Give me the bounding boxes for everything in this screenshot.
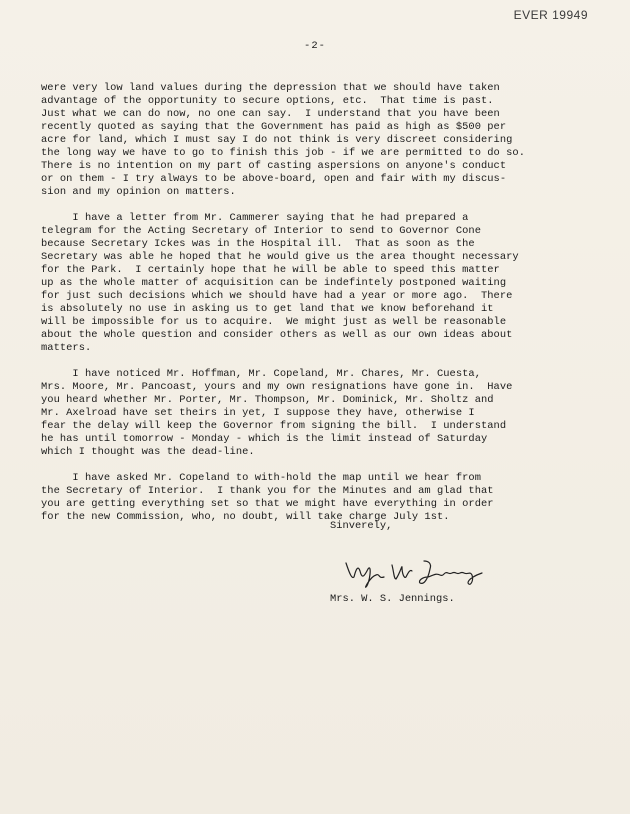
text-line: Secretary was able he hoped that he would give us the area thought necessary xyxy=(41,251,519,263)
text-line: were very low land values during the depression that we should have taken xyxy=(41,82,500,94)
text-line: Just what we can do now, no one can say. I understand that you have been xyxy=(41,108,500,120)
text-line: for the new Commission, who, no doubt, will take charge July 1st. xyxy=(41,511,450,523)
text-line: telegram for the Acting Secretary of Interior to send to Governor Cone xyxy=(41,225,481,237)
text-line: you heard whether Mr. Porter, Mr. Thompson, Mr. Dominick, Mr. Sholtz and xyxy=(41,394,494,406)
text-line: fear the delay will keep the Governor from signing the bill. I understand xyxy=(41,420,507,432)
text-line: he has until tomorrow - Monday - which is the limit instead of Saturday xyxy=(41,433,488,445)
text-line: for the Park. I certainly hope that he will be able to speed this matter xyxy=(41,264,500,276)
text-line: acre for land, which I must say I do not think is very discreet considering xyxy=(41,134,513,146)
page-number: -2- xyxy=(304,40,326,52)
text-line: up as the whole matter of acquisition can be indefintely postponed waiting xyxy=(41,277,507,289)
paragraph-1 xyxy=(41,82,621,199)
file-number-stamp: EVER 19949 xyxy=(513,8,588,22)
text-line: matters. xyxy=(41,342,92,354)
text-line: I have noticed Mr. Hoffman, Mr. Copeland, Mr. Chares, Mr. Cuesta, xyxy=(41,368,481,380)
text-line: or on them - I try always to be above-board, open and fair with my discus- xyxy=(41,173,507,185)
text-line: because Secretary Ickes was in the Hospital ill. That as soon as the xyxy=(41,238,475,250)
signer-name: Mrs. W. S. Jennings. xyxy=(330,593,455,605)
text-line: sion and my opinion on matters. xyxy=(41,186,236,198)
text-line: about the whole question and consider others as well as our own ideas about xyxy=(41,329,513,341)
handwritten-signature xyxy=(340,553,500,593)
text-line: Mrs. Moore, Mr. Pancoast, yours and my own resignations have gone in. Have xyxy=(41,381,513,393)
text-line: the Secretary of Interior. I thank you for the Minutes and am glad that xyxy=(41,485,494,497)
text-line: recently quoted as saying that the Government has paid as high as $500 per xyxy=(41,121,507,133)
text-line: for just such decisions which we should have had a year or more ago. There xyxy=(41,290,513,302)
closing-salutation: Sinverely, xyxy=(330,520,393,532)
text-line: I have asked Mr. Copeland to with-hold the map until we hear from xyxy=(41,472,481,484)
text-line: Mr. Axelroad have set theirs in yet, I suppose they have, otherwise I xyxy=(41,407,475,419)
paragraph-2 xyxy=(41,212,621,355)
signature-graphic xyxy=(340,553,500,593)
letter-body xyxy=(41,82,621,537)
text-line: advantage of the opportunity to secure options, etc. That time is past. xyxy=(41,95,494,107)
text-line: There is no intention on my part of casting aspersions on anyone's conduct xyxy=(41,160,507,172)
paragraph-3 xyxy=(41,368,621,459)
text-line: the long way we have to go to finish this job - if we are permitted to do so. xyxy=(41,147,525,159)
text-line: which I thought was the dead-line. xyxy=(41,446,255,458)
text-line: will be impossible for us to acquire. We might just as well be reasonable xyxy=(41,316,507,328)
text-line: you are getting everything set so that we might have everything in order xyxy=(41,498,494,510)
text-line: I have a letter from Mr. Cammerer saying that he had prepared a xyxy=(41,212,469,224)
text-line: is absolutely no use in asking us to get land that we know beforehand it xyxy=(41,303,494,315)
paragraph-4 xyxy=(41,472,621,524)
